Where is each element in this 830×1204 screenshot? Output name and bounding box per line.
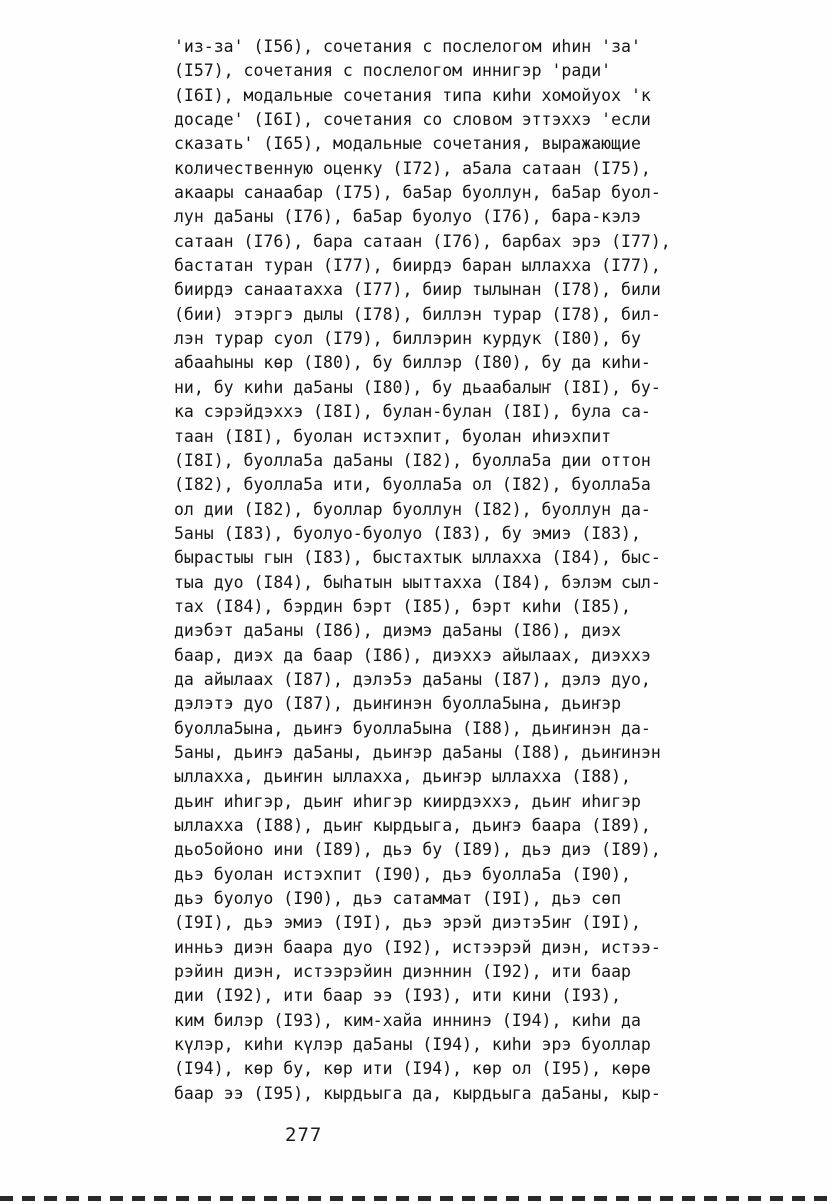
text-line: да айылаах (I87), дэлэ5э да5аны (I87), дэлэ дуо,	[174, 669, 651, 689]
page-number: 277	[285, 1124, 323, 1146]
text-line: диэбэт да5аны (I86), диэмэ да5аны (I86), диэх	[174, 621, 622, 641]
text-line: (I6I), модальные сочетания типа киһи хомойуох 'к	[174, 85, 651, 105]
text-line: акаары санаабар (I75), ба5ар буоллун, ба5ар буол-	[174, 183, 661, 203]
text-line: количественную оценку (I72), а5ала сатаан (I75),	[174, 158, 651, 178]
text-line: тыа дуо (I84), быһатын ыыттахха (I84), бэлэм сыл-	[174, 572, 661, 592]
text-line: дии (I92), ити баар ээ (I93), ити кини (I93),	[174, 986, 622, 1006]
text-line: таан (I8I), буолан истэхпит, буолан иһиэхпит	[174, 426, 612, 446]
text-line: 5аны (I83), буолуо-буолуо (I83), бу эмиэ (I83),	[174, 523, 641, 543]
text-line: бырастыы гын (I83), быстахтык ыллахха (I84), быс-	[174, 548, 661, 568]
text-line: тах (I84), бэрдин бэрт (I85), бэрт киһи (I85),	[174, 596, 631, 616]
text-line: ким билэр (I93), ким-хайа иннинэ (I94), киһи да	[174, 1010, 641, 1030]
text-line: ыллахха (I88), дьиҥ кырдьыга, дьиҥэ баара (I89),	[174, 816, 651, 835]
text-line: бастатан туран (I77), биирдэ баран ыллахха (I77),	[174, 256, 661, 276]
text-line: (I9I), дьэ эмиэ (I9I), дьэ эрэй диэтэ5иҥ (I9I),	[174, 913, 641, 933]
text-line: сатаан (I76), бара сатаан (I76), барбах эрэ (I77),	[174, 231, 671, 251]
text-line: рэйин диэн, истээрэйин диэннин (I92), ити баар	[174, 962, 631, 982]
text-line: баар ээ (I95), кырдьыга да, кырдьыга да5аны, кыр-	[174, 1083, 661, 1103]
text-line: биирдэ санаатахха (I77), биир тылынан (I78), били	[174, 280, 661, 300]
text-line: сказать' (I65), модальные сочетания, выражающие	[174, 134, 641, 154]
text-line: инньэ диэн баара дуо (I92), истээрэй диэн, истээ-	[174, 937, 661, 957]
text-line: дьиҥ иһигэр, дьиҥ иһигэр киирдэххэ, дьиҥ иһигэр	[174, 791, 641, 811]
text-line: (I57), сочетания с послелогом иннигэр 'ради'	[174, 61, 612, 81]
text-line: досаде' (I6I), сочетания со словом эттэххэ 'если	[174, 110, 651, 130]
text-line: (I8I), буолла5а да5аны (I82), буолла5а дии оттон	[174, 450, 651, 470]
text-line: лун да5аны (I76), ба5ар буолуо (I76), бара-кэлэ	[174, 207, 641, 227]
text-line: дьо5ойоно ини (I89), дьэ бу (I89), дьэ диэ (I89),	[174, 840, 661, 860]
text-line: (I82), буолла5а ити, буолла5а ол (I82), буолла5а	[174, 475, 651, 495]
text-line: лэн турар суол (I79), биллэрин курдук (I80), бу	[174, 329, 641, 349]
text-line: күлэр, киһи күлэр да5аны (I94), киһи эрэ буоллар	[174, 1035, 651, 1055]
text-line: ни, бу киһи да5аны (I80), бу дьаабалыҥ (I8I), бу-	[174, 377, 661, 397]
text-line: (бии) этэргэ дылы (I78), биллэн турар (I78), бил-	[174, 304, 661, 324]
text-line: ыллахха, дьиҥин ыллахха, дьиҥэр ыллахха (I88),	[174, 767, 631, 787]
text-line: абааһыны көр (I80), бу биллэр (I80), бу да киһи-	[174, 353, 651, 373]
scan-edge-artifact	[0, 1196, 830, 1201]
text-line: дьэ буолан истэхпит (I90), дьэ буолла5а (I90),	[174, 864, 631, 884]
text-line: ол дии (I82), буоллар буоллун (I82), буоллун да-	[174, 499, 651, 519]
text-line: баар, диэх да баар (I86), диэххэ айылаах, диэххэ	[174, 645, 651, 665]
text-line: 'из-за' (I56), сочетания с послелогом иһин 'за'	[174, 37, 641, 56]
text-line: 5аны, дьиҥэ да5аны, дьиҥэр да5аны (I88), дьиҥинэн	[174, 742, 661, 762]
text-line: (I94), көр бу, көр ити (I94), көр ол (I95), көрө	[174, 1059, 651, 1079]
body-text	[174, 35, 684, 1106]
text-line: буолла5ына, дьиҥэ буолла5ына (I88), дьиҥинэн да-	[174, 718, 651, 738]
text-line: дьэ буолуо (I90), дьэ сатаммат (I9I), дьэ сөп	[174, 889, 622, 909]
text-line: ка сэрэйдэххэ (I8I), булан-булан (I8I), була са-	[174, 402, 651, 422]
text-line: дэлэтэ дуо (I87), дьиҥинэн буолла5ына, дьиҥэр	[174, 694, 622, 714]
